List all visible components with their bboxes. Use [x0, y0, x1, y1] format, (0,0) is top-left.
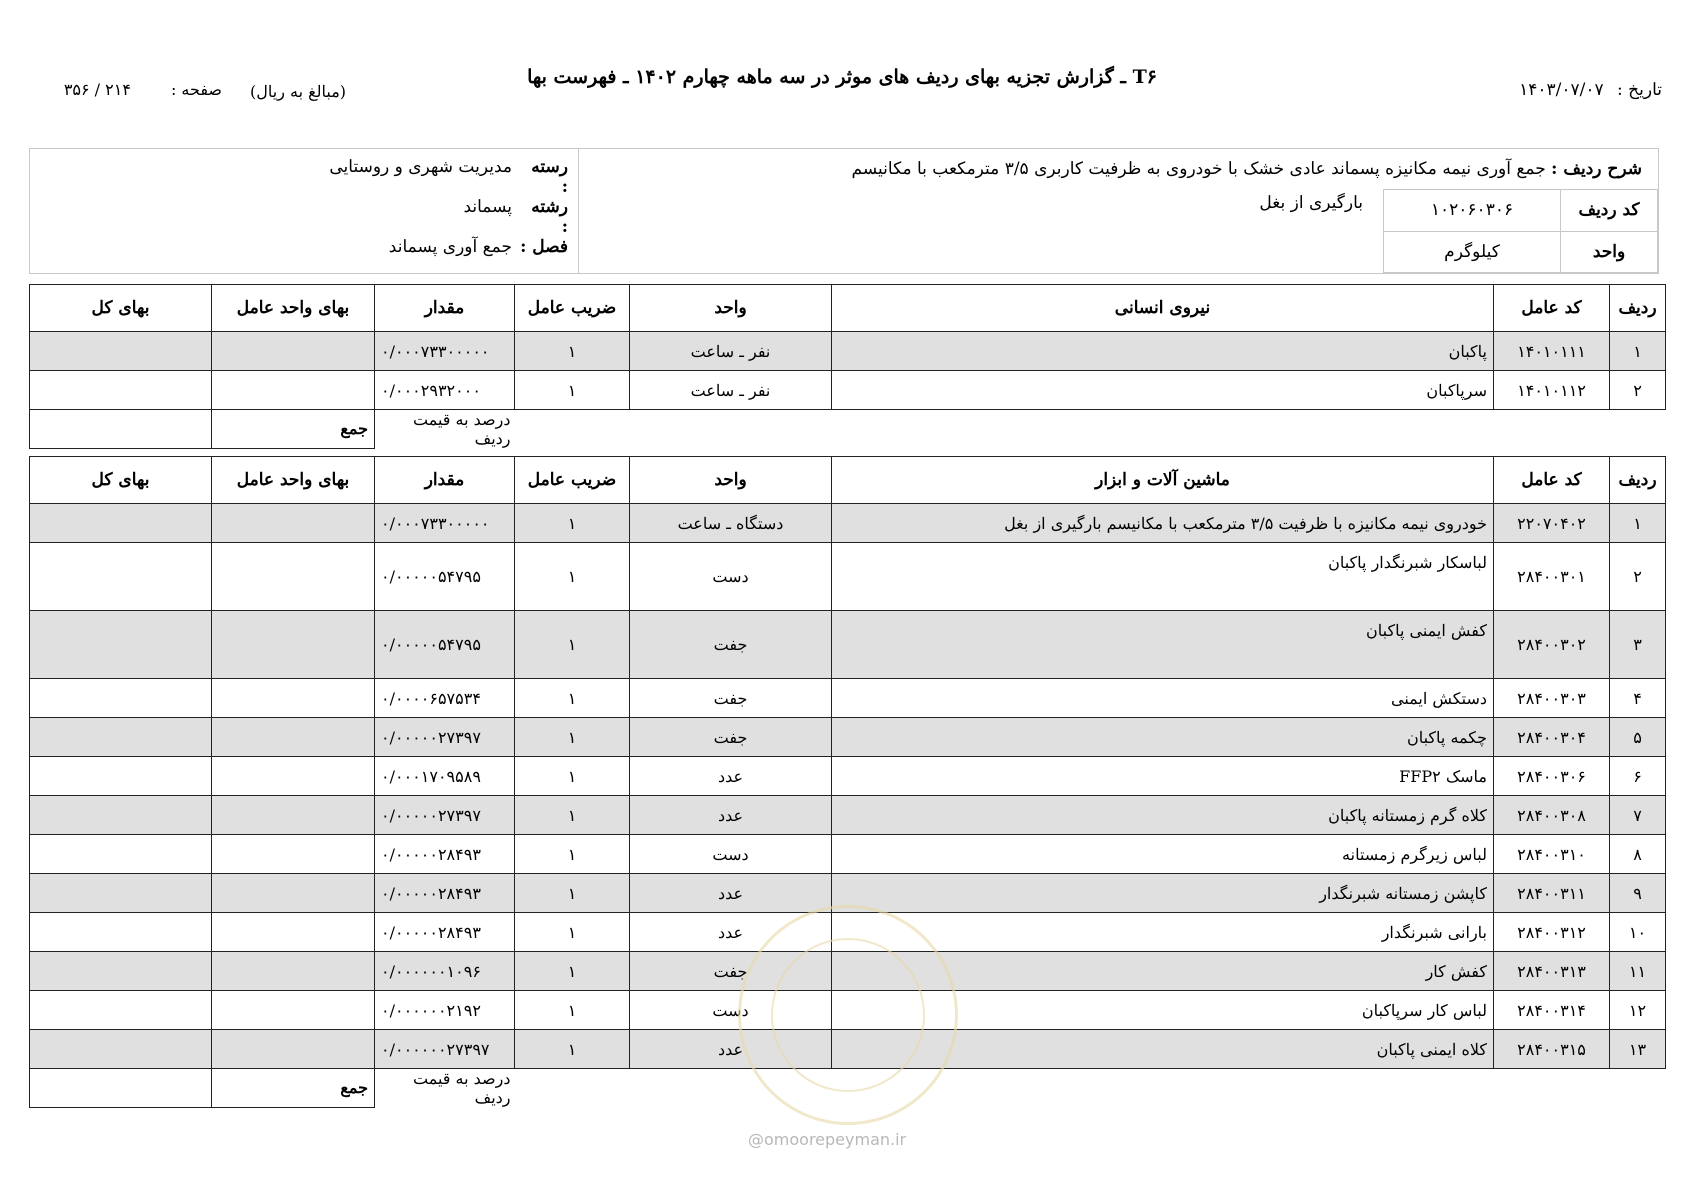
row-radif: ۵: [1610, 718, 1666, 757]
row-name: دستکش ایمنی: [832, 679, 1494, 718]
col-code: کد عامل: [1494, 285, 1610, 332]
sum-label: جمع: [212, 410, 375, 449]
col-radif: ردیف: [1610, 285, 1666, 332]
row-coef: ۱: [515, 718, 630, 757]
row-unit: عدد: [630, 874, 832, 913]
row-total: [30, 611, 212, 679]
item-unit: کیلوگرم: [1384, 231, 1561, 273]
table-header-row: [30, 457, 1666, 504]
table-row: [30, 796, 1666, 835]
row-total: [30, 504, 212, 543]
col-coef: ضریب عامل: [515, 285, 630, 332]
row-total: [30, 952, 212, 991]
table-row: [30, 611, 1666, 679]
row-name: ماسک FFP۲: [832, 757, 1494, 796]
sum-row: [30, 410, 1666, 449]
col-code: کد عامل: [1494, 457, 1610, 504]
row-total: [30, 757, 212, 796]
row-qty: ۰/۰۰۰۰۰۵۴۷۹۵: [375, 543, 515, 611]
item-code-box: [1383, 189, 1658, 273]
date-label: تاریخ :: [1617, 80, 1662, 100]
row-qty: ۰/۰۰۰۲۹۳۲۰۰۰: [375, 371, 515, 410]
row-coef: ۱: [515, 796, 630, 835]
sum-spacer: [515, 410, 1666, 449]
table-header-row: [30, 285, 1666, 332]
row-qty: ۰/۰۰۰۰۰۲۷۳۹۷: [375, 718, 515, 757]
row-unit: جفت: [630, 679, 832, 718]
percent-label: درصد به قیمت ردیف: [375, 1069, 515, 1108]
row-code: ۱۴۰۱۰۱۱۱: [1494, 332, 1610, 371]
row-total: [30, 332, 212, 371]
col-qty: مقدار: [375, 457, 515, 504]
table-row: [30, 757, 1666, 796]
row-code: ۲۸۴۰۰۳۱۵: [1494, 1030, 1610, 1069]
col-total: بهای کل: [30, 457, 212, 504]
row-code: ۲۸۴۰۰۳۱۳: [1494, 952, 1610, 991]
row-name: کفش ایمنی پاکبان: [832, 611, 1494, 679]
row-total: [30, 679, 212, 718]
row-total: [30, 991, 212, 1030]
row-name: بارانی شبرنگدار: [832, 913, 1494, 952]
item-description-panel: [578, 149, 1658, 273]
row-unit-price: [212, 1030, 375, 1069]
row-total: [30, 913, 212, 952]
row-unit-price: [212, 835, 375, 874]
row-name: لباس کار سرپاکبان: [832, 991, 1494, 1030]
sum-label: جمع: [212, 1069, 375, 1108]
row-radif: ۱۲: [1610, 991, 1666, 1030]
row-radif: ۱۰: [1610, 913, 1666, 952]
page-label: صفحه :: [170, 80, 222, 99]
row-unit-price: [212, 679, 375, 718]
row-coef: ۱: [515, 1030, 630, 1069]
row-name: پاکبان: [832, 332, 1494, 371]
fasl-row: [389, 237, 568, 257]
item-code: ۱۰۲۰۶۰۳۰۶: [1384, 190, 1561, 232]
desc-line1: جمع آوری نیمه مکانیزه پسماند عادی خشک با خودروی به ظرفیت کاربری ۳/۵ مترمکعب با مکانیسم: [851, 159, 1546, 179]
row-code: ۲۸۴۰۰۳۰۱: [1494, 543, 1610, 611]
col-unit-price: بهای واحد عامل: [212, 285, 375, 332]
row-name: سرپاکبان: [832, 371, 1494, 410]
item-info-box: [29, 148, 1659, 274]
table-row: [30, 679, 1666, 718]
row-name: چکمه پاکبان: [832, 718, 1494, 757]
raste-label: رسته :: [531, 157, 568, 197]
row-coef: ۱: [515, 611, 630, 679]
row-total: [30, 543, 212, 611]
watermark-site: @omoorepeyman.ir: [748, 1130, 907, 1149]
row-unit: دست: [630, 835, 832, 874]
row-name: کلاه ایمنی پاکبان: [832, 1030, 1494, 1069]
row-qty: ۰/۰۰۰۰۰۲۷۳۹۷: [375, 796, 515, 835]
classification-panel: [30, 149, 578, 273]
raste-value: مدیریت شهری و روستایی: [329, 157, 512, 177]
col-total: بهای کل: [30, 285, 212, 332]
row-name: لباسکار شبرنگدار پاکبان: [832, 543, 1494, 611]
row-coef: ۱: [515, 504, 630, 543]
row-unit: جفت: [630, 718, 832, 757]
col-coef: ضریب عامل: [515, 457, 630, 504]
row-unit-price: [212, 611, 375, 679]
row-name: لباس زیرگرم زمستانه: [832, 835, 1494, 874]
row-qty: ۰/۰۰۰۰۶۵۷۵۳۴: [375, 679, 515, 718]
code-label: کد ردیف: [1561, 190, 1658, 232]
report-date: [1519, 80, 1662, 110]
raste-row: [329, 157, 568, 197]
row-unit: عدد: [630, 1030, 832, 1069]
row-unit: نفر ـ ساعت: [630, 332, 832, 371]
row-coef: ۱: [515, 835, 630, 874]
page-indicator: [22, 80, 222, 110]
row-code: ۲۸۴۰۰۳۰۸: [1494, 796, 1610, 835]
row-qty: ۰/۰۰۰۰۰۲۸۴۹۳: [375, 835, 515, 874]
row-code: ۱۴۰۱۰۱۱۲: [1494, 371, 1610, 410]
row-code: ۲۸۴۰۰۳۱۱: [1494, 874, 1610, 913]
table-row: [30, 543, 1666, 611]
desc-label: شرح ردیف :: [1551, 159, 1642, 179]
row-coef: ۱: [515, 913, 630, 952]
row-total: [30, 835, 212, 874]
row-name: کفش کار: [832, 952, 1494, 991]
desc-line2: بارگیری از بغل: [1259, 193, 1363, 213]
row-radif: ۱: [1610, 332, 1666, 371]
row-radif: ۱۱: [1610, 952, 1666, 991]
fasl-value: جمع آوری پسماند: [388, 237, 512, 257]
row-unit-price: [212, 991, 375, 1030]
row-unit: عدد: [630, 913, 832, 952]
table-row: [30, 835, 1666, 874]
row-unit-price: [212, 874, 375, 913]
table-row: [30, 504, 1666, 543]
row-unit-price: [212, 371, 375, 410]
row-unit: دست: [630, 991, 832, 1030]
row-code: ۲۸۴۰۰۳۰۶: [1494, 757, 1610, 796]
table-row: [30, 718, 1666, 757]
row-radif: ۷: [1610, 796, 1666, 835]
row-radif: ۱: [1610, 504, 1666, 543]
row-unit: جفت: [630, 611, 832, 679]
row-name: کاپشن زمستانه شبرنگدار: [832, 874, 1494, 913]
table-row: [30, 332, 1666, 371]
fasl-label: فصل :: [520, 237, 568, 257]
col-qty: مقدار: [375, 285, 515, 332]
row-total: [30, 874, 212, 913]
reshte-label: رشته :: [531, 197, 568, 237]
row-coef: ۱: [515, 371, 630, 410]
unit-label: واحد: [1561, 231, 1658, 273]
row-total: [30, 796, 212, 835]
row-code: ۲۲۰۷۰۴۰۲: [1494, 504, 1610, 543]
row-total: [30, 1030, 212, 1069]
row-unit-price: [212, 332, 375, 371]
col-machinery-title: ماشین آلات و ابزار: [832, 457, 1494, 504]
row-qty: ۰/۰۰۰۷۳۳۰۰۰۰۰: [375, 504, 515, 543]
row-coef: ۱: [515, 679, 630, 718]
sum-total: [30, 1069, 212, 1108]
row-radif: ۱۳: [1610, 1030, 1666, 1069]
row-unit: جفت: [630, 952, 832, 991]
row-unit-price: [212, 543, 375, 611]
row-code: ۲۸۴۰۰۳۱۰: [1494, 835, 1610, 874]
row-radif: ۲: [1610, 543, 1666, 611]
row-qty: ۰/۰۰۰۰۰۰۲۱۹۲: [375, 991, 515, 1030]
row-radif: ۴: [1610, 679, 1666, 718]
row-total: [30, 371, 212, 410]
row-coef: ۱: [515, 952, 630, 991]
row-qty: ۰/۰۰۰۰۰۲۸۴۹۳: [375, 874, 515, 913]
row-radif: ۳: [1610, 611, 1666, 679]
row-unit-price: [212, 504, 375, 543]
row-code: ۲۸۴۰۰۳۰۲: [1494, 611, 1610, 679]
sum-total: [30, 410, 212, 449]
row-unit: عدد: [630, 757, 832, 796]
row-radif: ۸: [1610, 835, 1666, 874]
row-code: ۲۸۴۰۰۳۰۳: [1494, 679, 1610, 718]
reshte-value: پسماند: [463, 197, 512, 217]
col-labor-title: نیروی انسانی: [832, 285, 1494, 332]
col-unit-price: بهای واحد عامل: [212, 457, 375, 504]
report-title: T۶ ـ گزارش تجزیه بهای ردیف های موثر در سه ماهه چهارم ۱۴۰۲ ـ فهرست بها: [527, 66, 1157, 88]
row-qty: ۰/۰۰۰۰۰۵۴۷۹۵: [375, 611, 515, 679]
row-total: [30, 718, 212, 757]
row-unit-price: [212, 913, 375, 952]
date-value: ۱۴۰۳/۰۷/۰۷: [1519, 80, 1604, 100]
col-unit: واحد: [630, 285, 832, 332]
row-unit-price: [212, 796, 375, 835]
currency-note: (مبالغ به ریال): [250, 82, 347, 101]
watermark-seal: [738, 905, 958, 1125]
labor-table: [29, 284, 1666, 449]
row-unit-price: [212, 718, 375, 757]
row-name: خودروی نیمه مکانیزه با ظرفیت ۳/۵ مترمکعب با مکانیسم بارگیری از بغل: [832, 504, 1494, 543]
row-code: ۲۸۴۰۰۳۱۴: [1494, 991, 1610, 1030]
row-coef: ۱: [515, 332, 630, 371]
row-code: ۲۸۴۰۰۳۰۴: [1494, 718, 1610, 757]
col-unit: واحد: [630, 457, 832, 504]
row-qty: ۰/۰۰۰۰۰۰۱۰۹۶: [375, 952, 515, 991]
row-unit-price: [212, 952, 375, 991]
item-description: [592, 157, 1642, 181]
row-unit: دستگاه ـ ساعت: [630, 504, 832, 543]
row-coef: ۱: [515, 874, 630, 913]
row-name: کلاه گرم زمستانه پاکبان: [832, 796, 1494, 835]
row-qty: ۰/۰۰۰۷۳۳۰۰۰۰۰: [375, 332, 515, 371]
row-radif: ۶: [1610, 757, 1666, 796]
reshte-row: [463, 197, 568, 237]
row-coef: ۱: [515, 991, 630, 1030]
page-value: ۲۱۴ / ۳۵۶: [63, 80, 131, 99]
row-radif: ۹: [1610, 874, 1666, 913]
percent-label: درصد به قیمت ردیف: [375, 410, 515, 449]
sum-spacer: [515, 1069, 1666, 1108]
col-radif: ردیف: [1610, 457, 1666, 504]
row-qty: ۰/۰۰۰۱۷۰۹۵۸۹: [375, 757, 515, 796]
row-unit-price: [212, 757, 375, 796]
row-unit: نفر ـ ساعت: [630, 371, 832, 410]
table-row: [30, 371, 1666, 410]
row-qty: ۰/۰۰۰۰۰۰۲۷۳۹۷: [375, 1030, 515, 1069]
row-coef: ۱: [515, 757, 630, 796]
row-unit: دست: [630, 543, 832, 611]
row-qty: ۰/۰۰۰۰۰۲۸۴۹۳: [375, 913, 515, 952]
row-radif: ۲: [1610, 371, 1666, 410]
row-code: ۲۸۴۰۰۳۱۲: [1494, 913, 1610, 952]
row-unit: عدد: [630, 796, 832, 835]
row-coef: ۱: [515, 543, 630, 611]
